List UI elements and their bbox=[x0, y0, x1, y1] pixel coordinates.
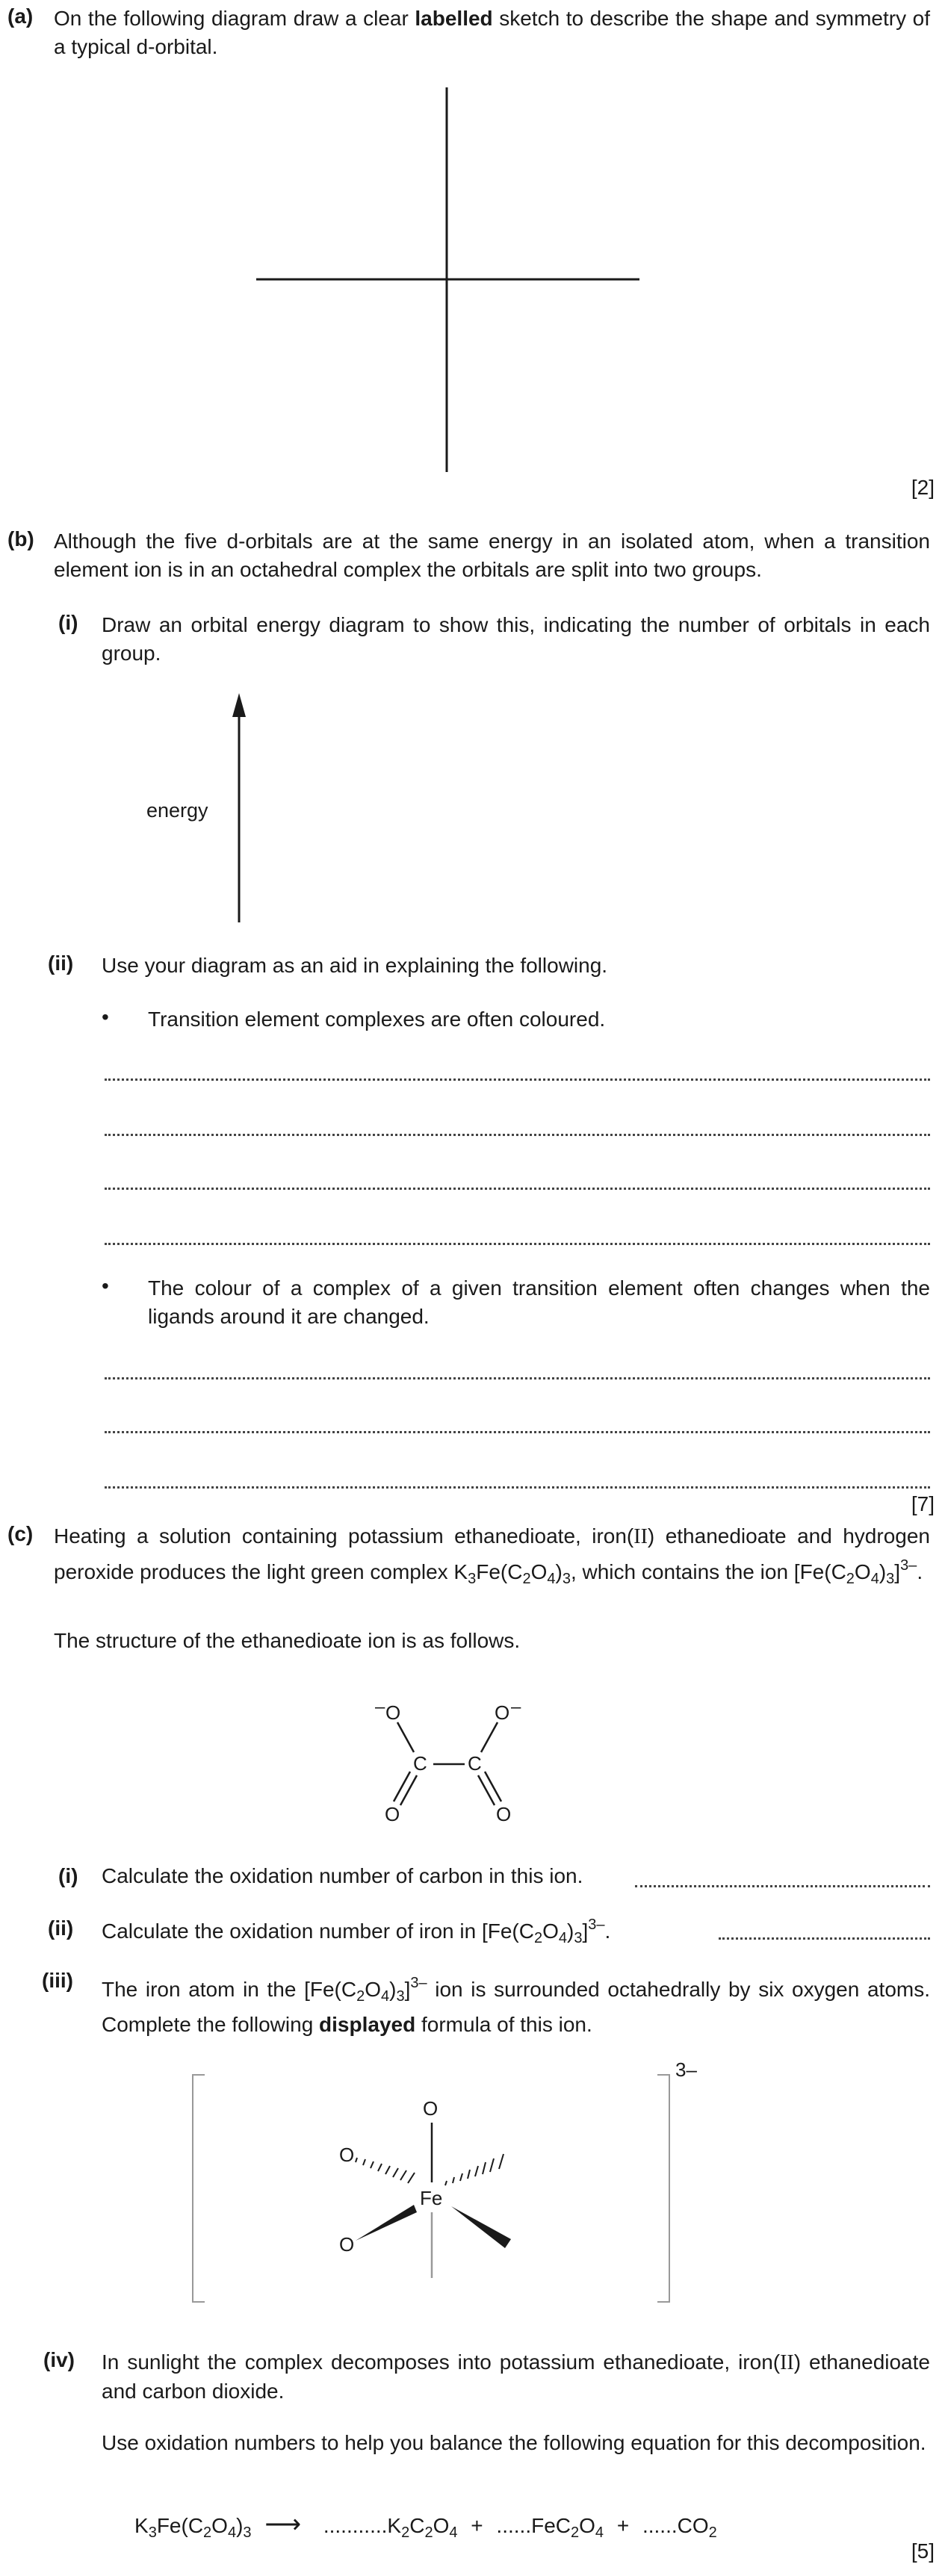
part-c-i-label: (i) bbox=[58, 1864, 78, 1887]
coefficient-blank[interactable]: ........... bbox=[323, 2514, 388, 2537]
eq-text: O bbox=[211, 2514, 228, 2537]
subscript: 2 bbox=[401, 2524, 410, 2541]
eq-text: ) bbox=[236, 2514, 244, 2537]
eq-text: C bbox=[409, 2514, 425, 2537]
plus-sign: + bbox=[616, 2514, 630, 2537]
part-a-label: (a) bbox=[7, 4, 34, 28]
text: ] bbox=[582, 1919, 589, 1943]
eq-text: K bbox=[134, 2514, 149, 2537]
subscript: 4 bbox=[227, 2524, 237, 2541]
subscript: 2 bbox=[356, 1988, 365, 2005]
part-b-text: Although the five d-orbitals are at the same energy in an isolated atom, when a transition element ion is in an octahedral complex the orbitals are split into two groups. bbox=[54, 530, 930, 581]
ligand-o: O bbox=[339, 2233, 355, 2256]
bold-text: displayed bbox=[319, 2013, 416, 2036]
text: Calculate the oxidation number of iron in [Fe(C bbox=[102, 1919, 534, 1943]
part-c-mark: [5] bbox=[911, 2539, 935, 2563]
iron-atom: Fe bbox=[420, 2187, 443, 2209]
part-b-mark: [7] bbox=[911, 1492, 935, 1515]
text: formula of this ion. bbox=[415, 2013, 592, 2036]
text: ) bbox=[879, 1560, 887, 1583]
subscript: 2 bbox=[203, 2524, 212, 2541]
part-a-text: On the following diagram draw a clear bbox=[54, 7, 415, 30]
superscript: 3– bbox=[900, 1557, 917, 1574]
subscript: 3 bbox=[886, 1571, 895, 1587]
part-c-iv-label: (iv) bbox=[43, 2348, 75, 2371]
text: ion is surrounded octahedrally by six oxygen atoms. Complete the following bbox=[102, 1978, 930, 2036]
roman-numeral: II bbox=[633, 1525, 648, 1548]
part-a-mark: [2] bbox=[911, 476, 935, 499]
eq-text: CO bbox=[677, 2514, 709, 2537]
atom-c: C bbox=[413, 1752, 427, 1775]
text: ) ethanedioate and carbon dioxide. bbox=[102, 2350, 930, 2403]
text: O bbox=[854, 1560, 871, 1583]
subscript: 4 bbox=[449, 2524, 458, 2541]
bullet-2-dot: • bbox=[102, 1274, 109, 1297]
plus-sign: + bbox=[471, 2514, 483, 2537]
ligand-o: O bbox=[339, 2144, 355, 2166]
subscript: 2 bbox=[846, 1571, 855, 1587]
subscript: 4 bbox=[558, 1930, 567, 1946]
text: ) bbox=[555, 1560, 563, 1583]
bullet-2-text: The colour of a complex of a given transition element often changes when the ligands around it are changed. bbox=[148, 1276, 930, 1328]
part-b-ii-text: Use your diagram as an aid in explaining the following. bbox=[102, 954, 608, 977]
text: ] bbox=[894, 1560, 901, 1583]
subscript: 2 bbox=[424, 2524, 433, 2541]
bracket-charge: 3– bbox=[675, 2058, 697, 2081]
superscript: 3– bbox=[410, 1975, 427, 1991]
subscript: 3 bbox=[396, 1988, 405, 2005]
text: In sunlight the complex decomposes into potassium ethanedioate, iron( bbox=[102, 2350, 781, 2374]
eq-text: O bbox=[579, 2514, 595, 2537]
structure-text: The structure of the ethanedioate ion is as follows. bbox=[54, 1629, 521, 1652]
subscript: 3 bbox=[148, 2524, 157, 2541]
subscript: 3 bbox=[243, 2524, 252, 2541]
text: O bbox=[530, 1560, 548, 1583]
atom-o: O bbox=[495, 1701, 510, 1724]
ligand-o: O bbox=[423, 2097, 439, 2120]
atom-o: O bbox=[385, 1701, 401, 1724]
subscript: 4 bbox=[380, 1988, 390, 2005]
part-c-ii-label: (ii) bbox=[48, 1917, 74, 1940]
part-b-ii-label: (ii) bbox=[48, 952, 74, 975]
part-c-iv-text-2: Use oxidation numbers to help you balance the following equation for this decomposition. bbox=[102, 2431, 926, 2454]
text: , which contains the ion [Fe(C bbox=[570, 1560, 846, 1583]
part-c-label: (c) bbox=[7, 1522, 34, 1545]
text: The iron atom in the [Fe(C bbox=[102, 1978, 357, 2001]
coefficient-blank[interactable]: ...... bbox=[642, 2514, 678, 2537]
part-a-text-2: sketch to describe the shape and symmetry of a typical d-orbital. bbox=[54, 7, 930, 58]
part-b-i-text: Draw an orbital energy diagram to show this, indicating the number of orbitals in each group. bbox=[102, 613, 930, 665]
text: ) ethanedioate and hydrogen peroxide produces the light green complex K bbox=[54, 1524, 930, 1583]
text: . bbox=[917, 1560, 923, 1583]
bullet-1-text: Transition element complexes are often coloured. bbox=[148, 1008, 606, 1031]
subscript: 2 bbox=[571, 2524, 580, 2541]
subscript: 4 bbox=[547, 1571, 556, 1587]
energy-label: energy bbox=[146, 799, 208, 822]
atom-o-charge: – bbox=[375, 1697, 385, 1717]
atom-o: O bbox=[385, 1803, 400, 1825]
subscript: 2 bbox=[708, 2524, 717, 2541]
coefficient-blank[interactable]: ...... bbox=[496, 2514, 532, 2537]
eq-text: Fe(C bbox=[156, 2514, 204, 2537]
roman-numeral: II bbox=[780, 2351, 794, 2374]
balance-equation bbox=[134, 2510, 717, 2542]
text: . bbox=[604, 1919, 611, 1943]
text: ] bbox=[404, 1978, 411, 2001]
subscript: 4 bbox=[595, 2524, 604, 2541]
subscript: 2 bbox=[533, 1930, 543, 1946]
eq-text: O bbox=[433, 2514, 450, 2537]
part-b-i-label: (i) bbox=[58, 611, 78, 634]
text: ) bbox=[389, 1978, 397, 2001]
text: Heating a solution containing potassium ethanedioate, iron( bbox=[54, 1524, 634, 1548]
text: O bbox=[365, 1978, 381, 2001]
text: Fe(C bbox=[476, 1560, 523, 1583]
part-c-iii-label: (iii) bbox=[42, 1969, 73, 1992]
text: O bbox=[542, 1919, 559, 1943]
text: ) bbox=[567, 1919, 574, 1943]
subscript: 3 bbox=[574, 1930, 583, 1946]
subscript: 3 bbox=[468, 1571, 477, 1587]
reaction-arrow: ⟶ bbox=[264, 2510, 302, 2539]
subscript: 3 bbox=[562, 1571, 571, 1587]
superscript: 3– bbox=[588, 1917, 605, 1933]
atom-o-charge: – bbox=[511, 1697, 521, 1717]
part-c-iv-text bbox=[102, 2348, 930, 2406]
eq-text: FeC bbox=[531, 2514, 571, 2537]
subscript: 2 bbox=[522, 1571, 531, 1587]
part-a-bold: labelled bbox=[415, 7, 493, 30]
atom-c: C bbox=[468, 1752, 482, 1775]
eq-text: K bbox=[387, 2514, 402, 2537]
part-c-i-text: Calculate the oxidation number of carbon in this ion. bbox=[102, 1864, 583, 1887]
bullet-1-dot: • bbox=[102, 1005, 109, 1028]
part-b-label: (b) bbox=[7, 527, 34, 550]
atom-o: O bbox=[496, 1803, 512, 1825]
subscript: 4 bbox=[870, 1571, 879, 1587]
